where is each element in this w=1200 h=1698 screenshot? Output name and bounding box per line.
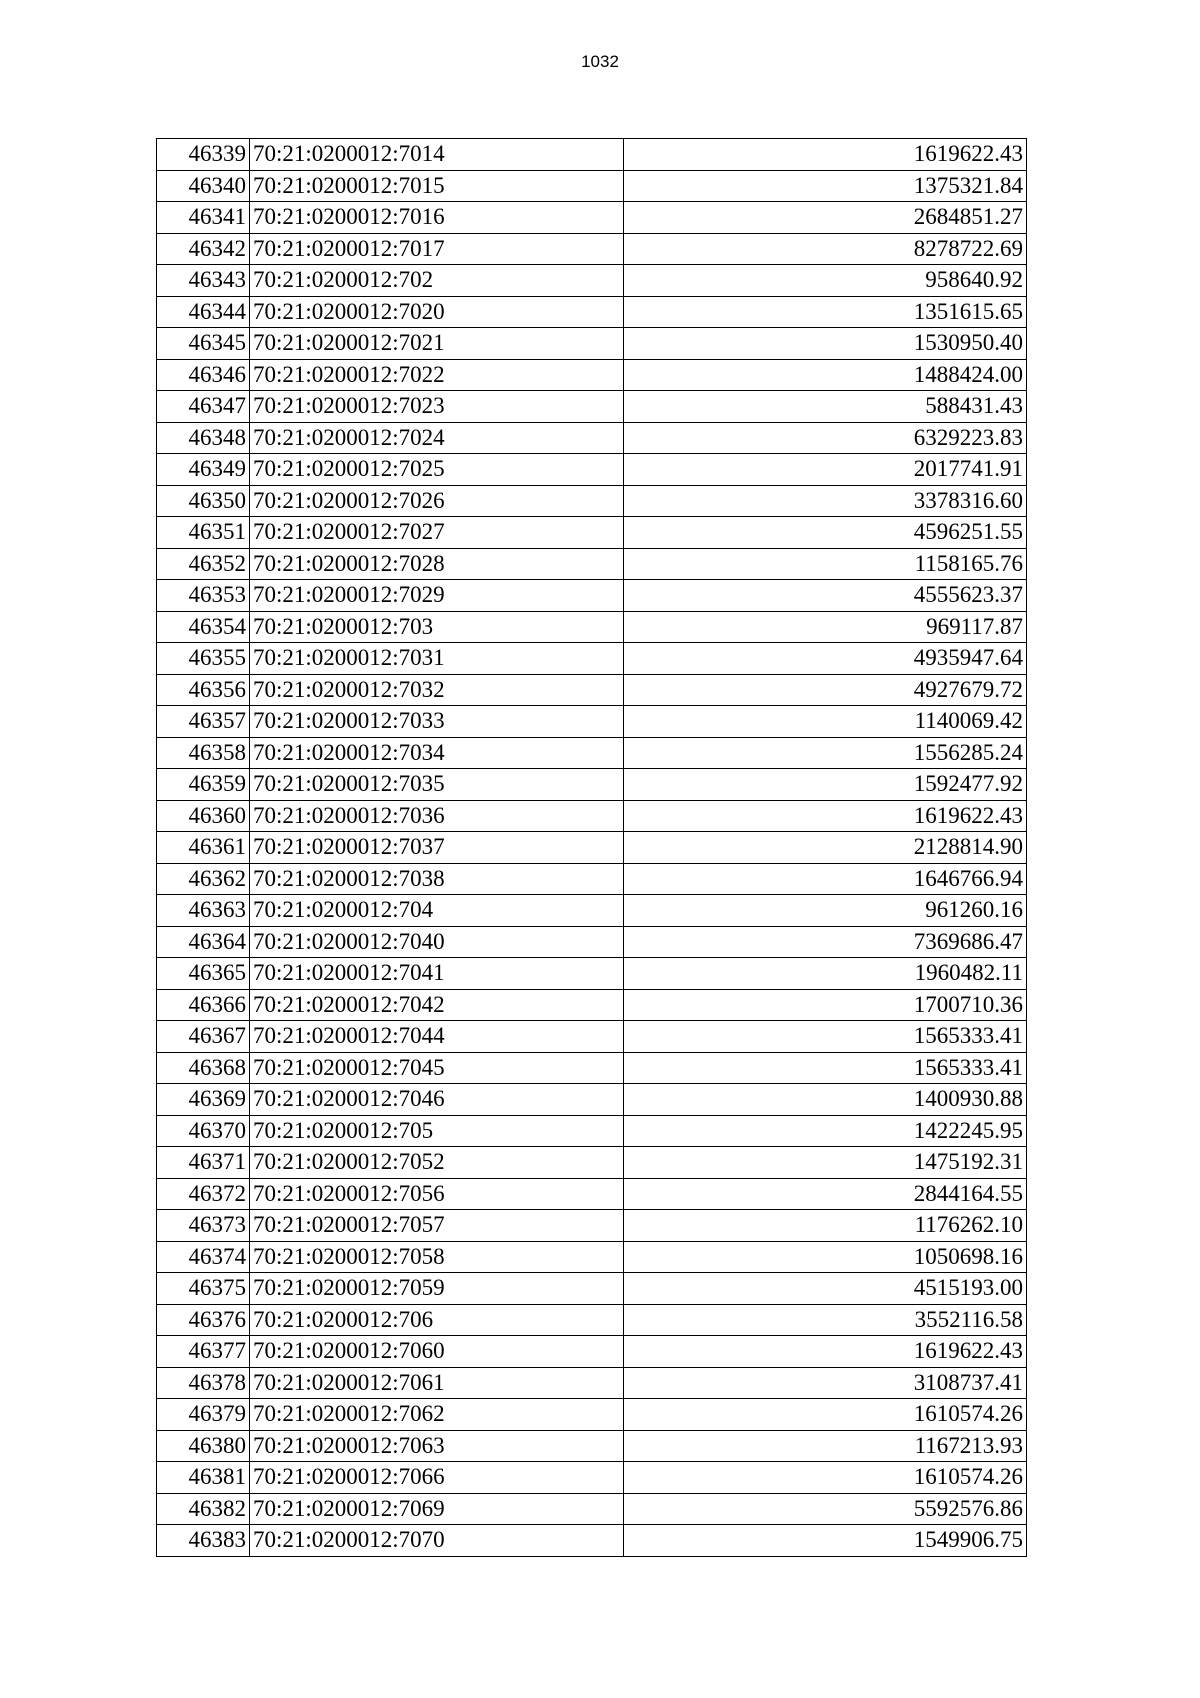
row-number-cell: 46383 — [157, 1525, 250, 1557]
row-number-cell: 46364 — [157, 926, 250, 958]
row-number-cell: 46343 — [157, 265, 250, 297]
cadastral-value-cell: 1158165.76 — [624, 548, 1027, 580]
row-number-cell: 46349 — [157, 454, 250, 486]
cadastral-number-cell: 70:21:0200012:7020 — [250, 296, 624, 328]
cadastral-value-cell: 2128814.90 — [624, 832, 1027, 864]
row-number-cell: 46366 — [157, 989, 250, 1021]
table-row — [157, 1021, 1027, 1053]
row-number-cell: 46347 — [157, 391, 250, 423]
table-row — [157, 139, 1027, 171]
row-number-cell: 46381 — [157, 1462, 250, 1494]
cadastral-value-cell: 1176262.10 — [624, 1210, 1027, 1242]
cadastral-value-cell: 1400930.88 — [624, 1084, 1027, 1116]
cadastral-number-cell: 70:21:0200012:7021 — [250, 328, 624, 360]
table-row — [157, 769, 1027, 801]
cadastral-number-cell: 70:21:0200012:7032 — [250, 674, 624, 706]
table-row — [157, 202, 1027, 234]
row-number-cell: 46357 — [157, 706, 250, 738]
row-number-cell: 46340 — [157, 170, 250, 202]
cadastral-number-cell: 70:21:0200012:7028 — [250, 548, 624, 580]
row-number-cell: 46369 — [157, 1084, 250, 1116]
cadastral-value-cell: 1646766.94 — [624, 863, 1027, 895]
table-row — [157, 422, 1027, 454]
row-number-cell: 46362 — [157, 863, 250, 895]
cadastral-value-cell: 969117.87 — [624, 611, 1027, 643]
cadastral-value-cell: 1530950.40 — [624, 328, 1027, 360]
cadastral-number-cell: 70:21:0200012:7036 — [250, 800, 624, 832]
cadastral-number-cell: 70:21:0200012:7037 — [250, 832, 624, 864]
cadastral-value-cell: 3552116.58 — [624, 1304, 1027, 1336]
row-number-cell: 46363 — [157, 895, 250, 927]
cadastral-number-cell: 70:21:0200012:705 — [250, 1115, 624, 1147]
row-number-cell: 46354 — [157, 611, 250, 643]
cadastral-value-cell: 958640.92 — [624, 265, 1027, 297]
row-number-cell: 46361 — [157, 832, 250, 864]
table-row — [157, 800, 1027, 832]
cadastral-value-cell: 1700710.36 — [624, 989, 1027, 1021]
row-number-cell: 46377 — [157, 1336, 250, 1368]
table-row — [157, 863, 1027, 895]
table-row — [157, 958, 1027, 990]
table-row — [157, 548, 1027, 580]
row-number-cell: 46360 — [157, 800, 250, 832]
table-row — [157, 170, 1027, 202]
cadastral-value-cell: 3108737.41 — [624, 1367, 1027, 1399]
cadastral-number-cell: 70:21:0200012:7040 — [250, 926, 624, 958]
cadastral-number-cell: 70:21:0200012:7016 — [250, 202, 624, 234]
table-row — [157, 485, 1027, 517]
page-number: 1032 — [581, 52, 619, 71]
cadastral-number-cell: 70:21:0200012:7031 — [250, 643, 624, 675]
cadastral-value-cell: 1619622.43 — [624, 1336, 1027, 1368]
cadastral-number-cell: 70:21:0200012:7062 — [250, 1399, 624, 1431]
cadastral-number-cell: 70:21:0200012:7061 — [250, 1367, 624, 1399]
table-row — [157, 674, 1027, 706]
cadastral-value-cell: 6329223.83 — [624, 422, 1027, 454]
row-number-cell: 46356 — [157, 674, 250, 706]
cadastral-value-cell: 1167213.93 — [624, 1430, 1027, 1462]
table-row — [157, 296, 1027, 328]
cadastral-number-cell: 70:21:0200012:7044 — [250, 1021, 624, 1053]
cadastral-number-cell: 70:21:0200012:7066 — [250, 1462, 624, 1494]
row-number-cell: 46359 — [157, 769, 250, 801]
table-row — [157, 989, 1027, 1021]
row-number-cell: 46365 — [157, 958, 250, 990]
row-number-cell: 46346 — [157, 359, 250, 391]
table-row — [157, 706, 1027, 738]
cadastral-value-cell: 1475192.31 — [624, 1147, 1027, 1179]
row-number-cell: 46350 — [157, 485, 250, 517]
table-row — [157, 517, 1027, 549]
cadastral-value-cell: 1140069.42 — [624, 706, 1027, 738]
table-row — [157, 1462, 1027, 1494]
cadastral-value-cell: 1565333.41 — [624, 1052, 1027, 1084]
cadastral-value-cell: 4935947.64 — [624, 643, 1027, 675]
cadastral-number-cell: 70:21:0200012:706 — [250, 1304, 624, 1336]
row-number-cell: 46353 — [157, 580, 250, 612]
cadastral-number-cell: 70:21:0200012:7045 — [250, 1052, 624, 1084]
row-number-cell: 46344 — [157, 296, 250, 328]
cadastral-value-cell: 3378316.60 — [624, 485, 1027, 517]
cadastral-number-cell: 70:21:0200012:7034 — [250, 737, 624, 769]
cadastral-value-cell: 4596251.55 — [624, 517, 1027, 549]
row-number-cell: 46380 — [157, 1430, 250, 1462]
table-row — [157, 1430, 1027, 1462]
table-row — [157, 1210, 1027, 1242]
row-number-cell: 46358 — [157, 737, 250, 769]
table-row — [157, 643, 1027, 675]
table-row — [157, 737, 1027, 769]
row-number-cell: 46352 — [157, 548, 250, 580]
cadastral-number-cell: 70:21:0200012:7026 — [250, 485, 624, 517]
table-row — [157, 580, 1027, 612]
table-row — [157, 391, 1027, 423]
cadastral-number-cell: 70:21:0200012:7063 — [250, 1430, 624, 1462]
cadastral-value-cell: 1610574.26 — [624, 1399, 1027, 1431]
cadastral-number-cell: 70:21:0200012:7069 — [250, 1493, 624, 1525]
cadastral-number-cell: 70:21:0200012:7060 — [250, 1336, 624, 1368]
row-number-cell: 46382 — [157, 1493, 250, 1525]
row-number-cell: 46341 — [157, 202, 250, 234]
row-number-cell: 46373 — [157, 1210, 250, 1242]
cadastral-value-cell: 1351615.65 — [624, 296, 1027, 328]
row-number-cell: 46355 — [157, 643, 250, 675]
table-row — [157, 832, 1027, 864]
table-row — [157, 1304, 1027, 1336]
cadastral-number-cell: 70:21:0200012:7033 — [250, 706, 624, 738]
cadastral-number-cell: 70:21:0200012:7042 — [250, 989, 624, 1021]
cadastral-value-cell: 1565333.41 — [624, 1021, 1027, 1053]
cadastral-value-cell: 1050698.16 — [624, 1241, 1027, 1273]
cadastral-value-cell: 961260.16 — [624, 895, 1027, 927]
cadastral-value-cell: 1619622.43 — [624, 800, 1027, 832]
cadastral-value-cell: 1619622.43 — [624, 139, 1027, 171]
row-number-cell: 46345 — [157, 328, 250, 360]
cadastral-value-cell: 8278722.69 — [624, 233, 1027, 265]
cadastral-value-cell: 5592576.86 — [624, 1493, 1027, 1525]
cadastral-number-cell: 70:21:0200012:7029 — [250, 580, 624, 612]
cadastral-value-cell: 1556285.24 — [624, 737, 1027, 769]
table-row — [157, 454, 1027, 486]
row-number-cell: 46367 — [157, 1021, 250, 1053]
table-row — [157, 1147, 1027, 1179]
row-number-cell: 46372 — [157, 1178, 250, 1210]
cadastral-number-cell: 70:21:0200012:7052 — [250, 1147, 624, 1179]
cadastral-number-cell: 70:21:0200012:7059 — [250, 1273, 624, 1305]
cadastral-value-cell: 4515193.00 — [624, 1273, 1027, 1305]
cadastral-number-cell: 70:21:0200012:7024 — [250, 422, 624, 454]
table-row — [157, 1367, 1027, 1399]
cadastral-number-cell: 70:21:0200012:703 — [250, 611, 624, 643]
cadastral-value-cell: 7369686.47 — [624, 926, 1027, 958]
cadastral-number-cell: 70:21:0200012:7070 — [250, 1525, 624, 1557]
row-number-cell: 46339 — [157, 139, 250, 171]
row-number-cell: 46376 — [157, 1304, 250, 1336]
cadastral-number-cell: 70:21:0200012:704 — [250, 895, 624, 927]
cadastral-number-cell: 70:21:0200012:7022 — [250, 359, 624, 391]
table-row — [157, 1336, 1027, 1368]
cadastral-value-cell: 1549906.75 — [624, 1525, 1027, 1557]
row-number-cell: 46348 — [157, 422, 250, 454]
cadastral-value-cell: 2684851.27 — [624, 202, 1027, 234]
cadastral-value-cell: 4555623.37 — [624, 580, 1027, 612]
table-row — [157, 233, 1027, 265]
table-row — [157, 265, 1027, 297]
cadastral-value-cell: 1960482.11 — [624, 958, 1027, 990]
cadastral-number-cell: 70:21:0200012:7027 — [250, 517, 624, 549]
cadastral-number-cell: 70:21:0200012:7057 — [250, 1210, 624, 1242]
table-row — [157, 1052, 1027, 1084]
cadastral-value-cell: 1375321.84 — [624, 170, 1027, 202]
cadastral-number-cell: 70:21:0200012:7041 — [250, 958, 624, 990]
cadastral-value-cell: 4927679.72 — [624, 674, 1027, 706]
cadastral-number-cell: 70:21:0200012:7046 — [250, 1084, 624, 1116]
table-row — [157, 1178, 1027, 1210]
row-number-cell: 46370 — [157, 1115, 250, 1147]
cadastral-number-cell: 70:21:0200012:7023 — [250, 391, 624, 423]
cadastral-value-cell: 2844164.55 — [624, 1178, 1027, 1210]
table-row — [157, 1493, 1027, 1525]
cadastral-value-cell: 1488424.00 — [624, 359, 1027, 391]
table-row — [157, 895, 1027, 927]
table-body — [157, 139, 1027, 1557]
cadastral-number-cell: 70:21:0200012:7015 — [250, 170, 624, 202]
row-number-cell: 46371 — [157, 1147, 250, 1179]
row-number-cell: 46342 — [157, 233, 250, 265]
cadastral-value-cell: 1422245.95 — [624, 1115, 1027, 1147]
table-row — [157, 1241, 1027, 1273]
row-number-cell: 46351 — [157, 517, 250, 549]
cadastral-number-cell: 70:21:0200012:7014 — [250, 139, 624, 171]
cadastral-number-cell: 70:21:0200012:7017 — [250, 233, 624, 265]
row-number-cell: 46379 — [157, 1399, 250, 1431]
cadastral-number-cell: 70:21:0200012:7038 — [250, 863, 624, 895]
row-number-cell: 46368 — [157, 1052, 250, 1084]
cadastral-number-cell: 70:21:0200012:7058 — [250, 1241, 624, 1273]
table-row — [157, 1399, 1027, 1431]
cadastral-value-cell: 588431.43 — [624, 391, 1027, 423]
cadastral-value-cell: 1610574.26 — [624, 1462, 1027, 1494]
cadastral-number-cell: 70:21:0200012:7025 — [250, 454, 624, 486]
table-row — [157, 1115, 1027, 1147]
table-row — [157, 359, 1027, 391]
table-row — [157, 1084, 1027, 1116]
cadastral-number-cell: 70:21:0200012:7035 — [250, 769, 624, 801]
table-row — [157, 926, 1027, 958]
cadastral-value-table — [156, 138, 1027, 1557]
row-number-cell: 46374 — [157, 1241, 250, 1273]
cadastral-number-cell: 70:21:0200012:7056 — [250, 1178, 624, 1210]
row-number-cell: 46375 — [157, 1273, 250, 1305]
table-row — [157, 1525, 1027, 1557]
table-row — [157, 328, 1027, 360]
cadastral-number-cell: 70:21:0200012:702 — [250, 265, 624, 297]
cadastral-value-cell: 1592477.92 — [624, 769, 1027, 801]
table-row — [157, 1273, 1027, 1305]
row-number-cell: 46378 — [157, 1367, 250, 1399]
table-row — [157, 611, 1027, 643]
cadastral-value-cell: 2017741.91 — [624, 454, 1027, 486]
